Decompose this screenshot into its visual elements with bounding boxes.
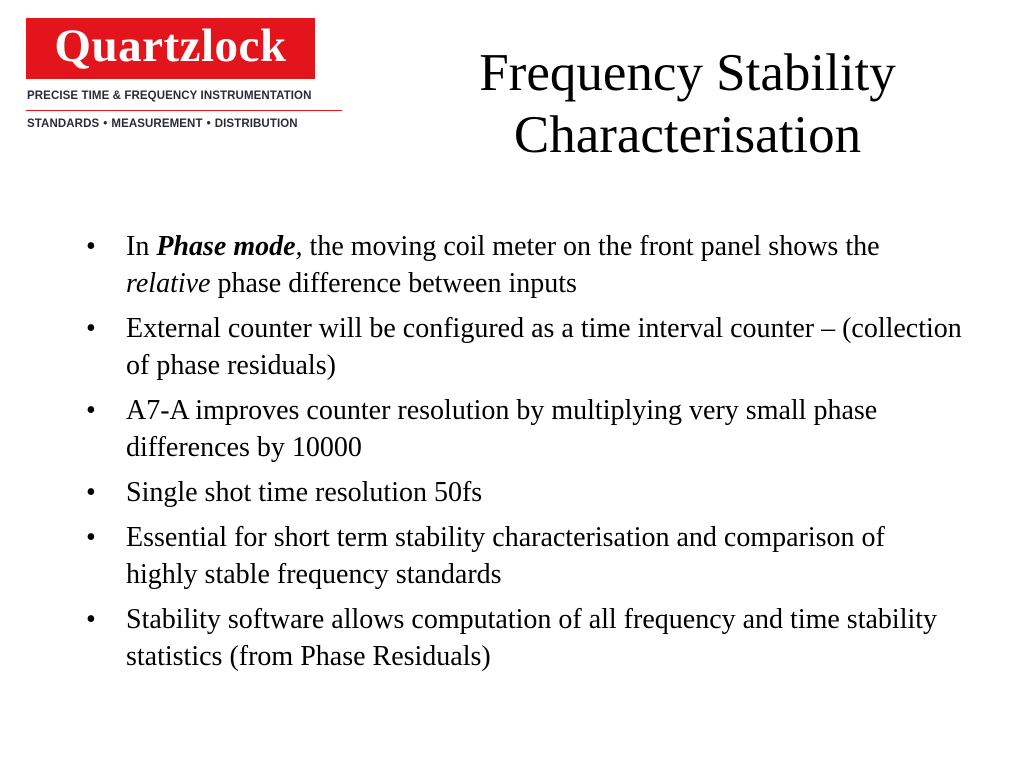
logo-brand-box <box>26 18 315 79</box>
bullet-text-post: phase difference between inputs <box>210 268 577 299</box>
bullet-text: A7-A improves counter resolution by multiplying very small phase differences by 10000 <box>126 395 878 463</box>
bullet-list <box>82 228 962 683</box>
bullet-dot: • <box>86 231 96 262</box>
logo-separator-dot: • <box>206 118 211 130</box>
logo-brand-name: Quartzlock <box>54 20 287 72</box>
logo-divider <box>26 110 342 111</box>
bullet-dot: • <box>86 395 96 426</box>
slide-title-line-2: Characterisation <box>513 106 862 164</box>
bullet-item-phase-mode <box>82 228 962 302</box>
bullet-dot: • <box>86 313 96 344</box>
bullet-item-short-term-stability <box>82 519 962 593</box>
logo-service-distribution: DISTRIBUTION <box>214 118 298 130</box>
bullet-text-pre: In <box>126 231 157 262</box>
logo-service-measurement: MEASUREMENT <box>111 118 203 130</box>
bullet-item-a7a-resolution <box>82 392 962 466</box>
bullet-text: Single shot time resolution 50fs <box>126 477 483 508</box>
logo-tagline: PRECISE TIME & FREQUENCY INSTRUMENTATION <box>27 90 312 102</box>
bullet-dot: • <box>86 604 96 635</box>
bullet-text: Essential for short term stability characterisation and comparison of highly stable frequency standards <box>126 522 885 590</box>
bullet-emphasis-phase-mode: Phase mode <box>156 231 296 262</box>
quartzlock-logo <box>26 18 342 136</box>
slide-title-line-1: Frequency Stability <box>479 44 896 102</box>
logo-services <box>27 118 298 130</box>
bullet-emphasis-comma: , <box>295 231 303 262</box>
bullet-text: External counter will be configured as a time interval counter – (collection of phase residuals) <box>126 313 962 381</box>
bullet-text: Stability software allows computation of all frequency and time stability statistics (from Phase Residuals) <box>126 604 938 672</box>
bullet-item-external-counter <box>82 310 962 384</box>
bullet-item-single-shot <box>82 474 962 511</box>
bullet-dot: • <box>86 477 96 508</box>
bullet-item-stability-software <box>82 601 962 675</box>
bullet-emphasis-relative: relative <box>126 268 211 299</box>
slide-title <box>390 42 985 166</box>
logo-service-standards: STANDARDS <box>27 118 100 130</box>
bullet-text-mid: the moving coil meter on the front panel shows the <box>302 231 880 262</box>
bullet-dot: • <box>86 522 96 553</box>
logo-separator-dot: • <box>103 118 108 130</box>
